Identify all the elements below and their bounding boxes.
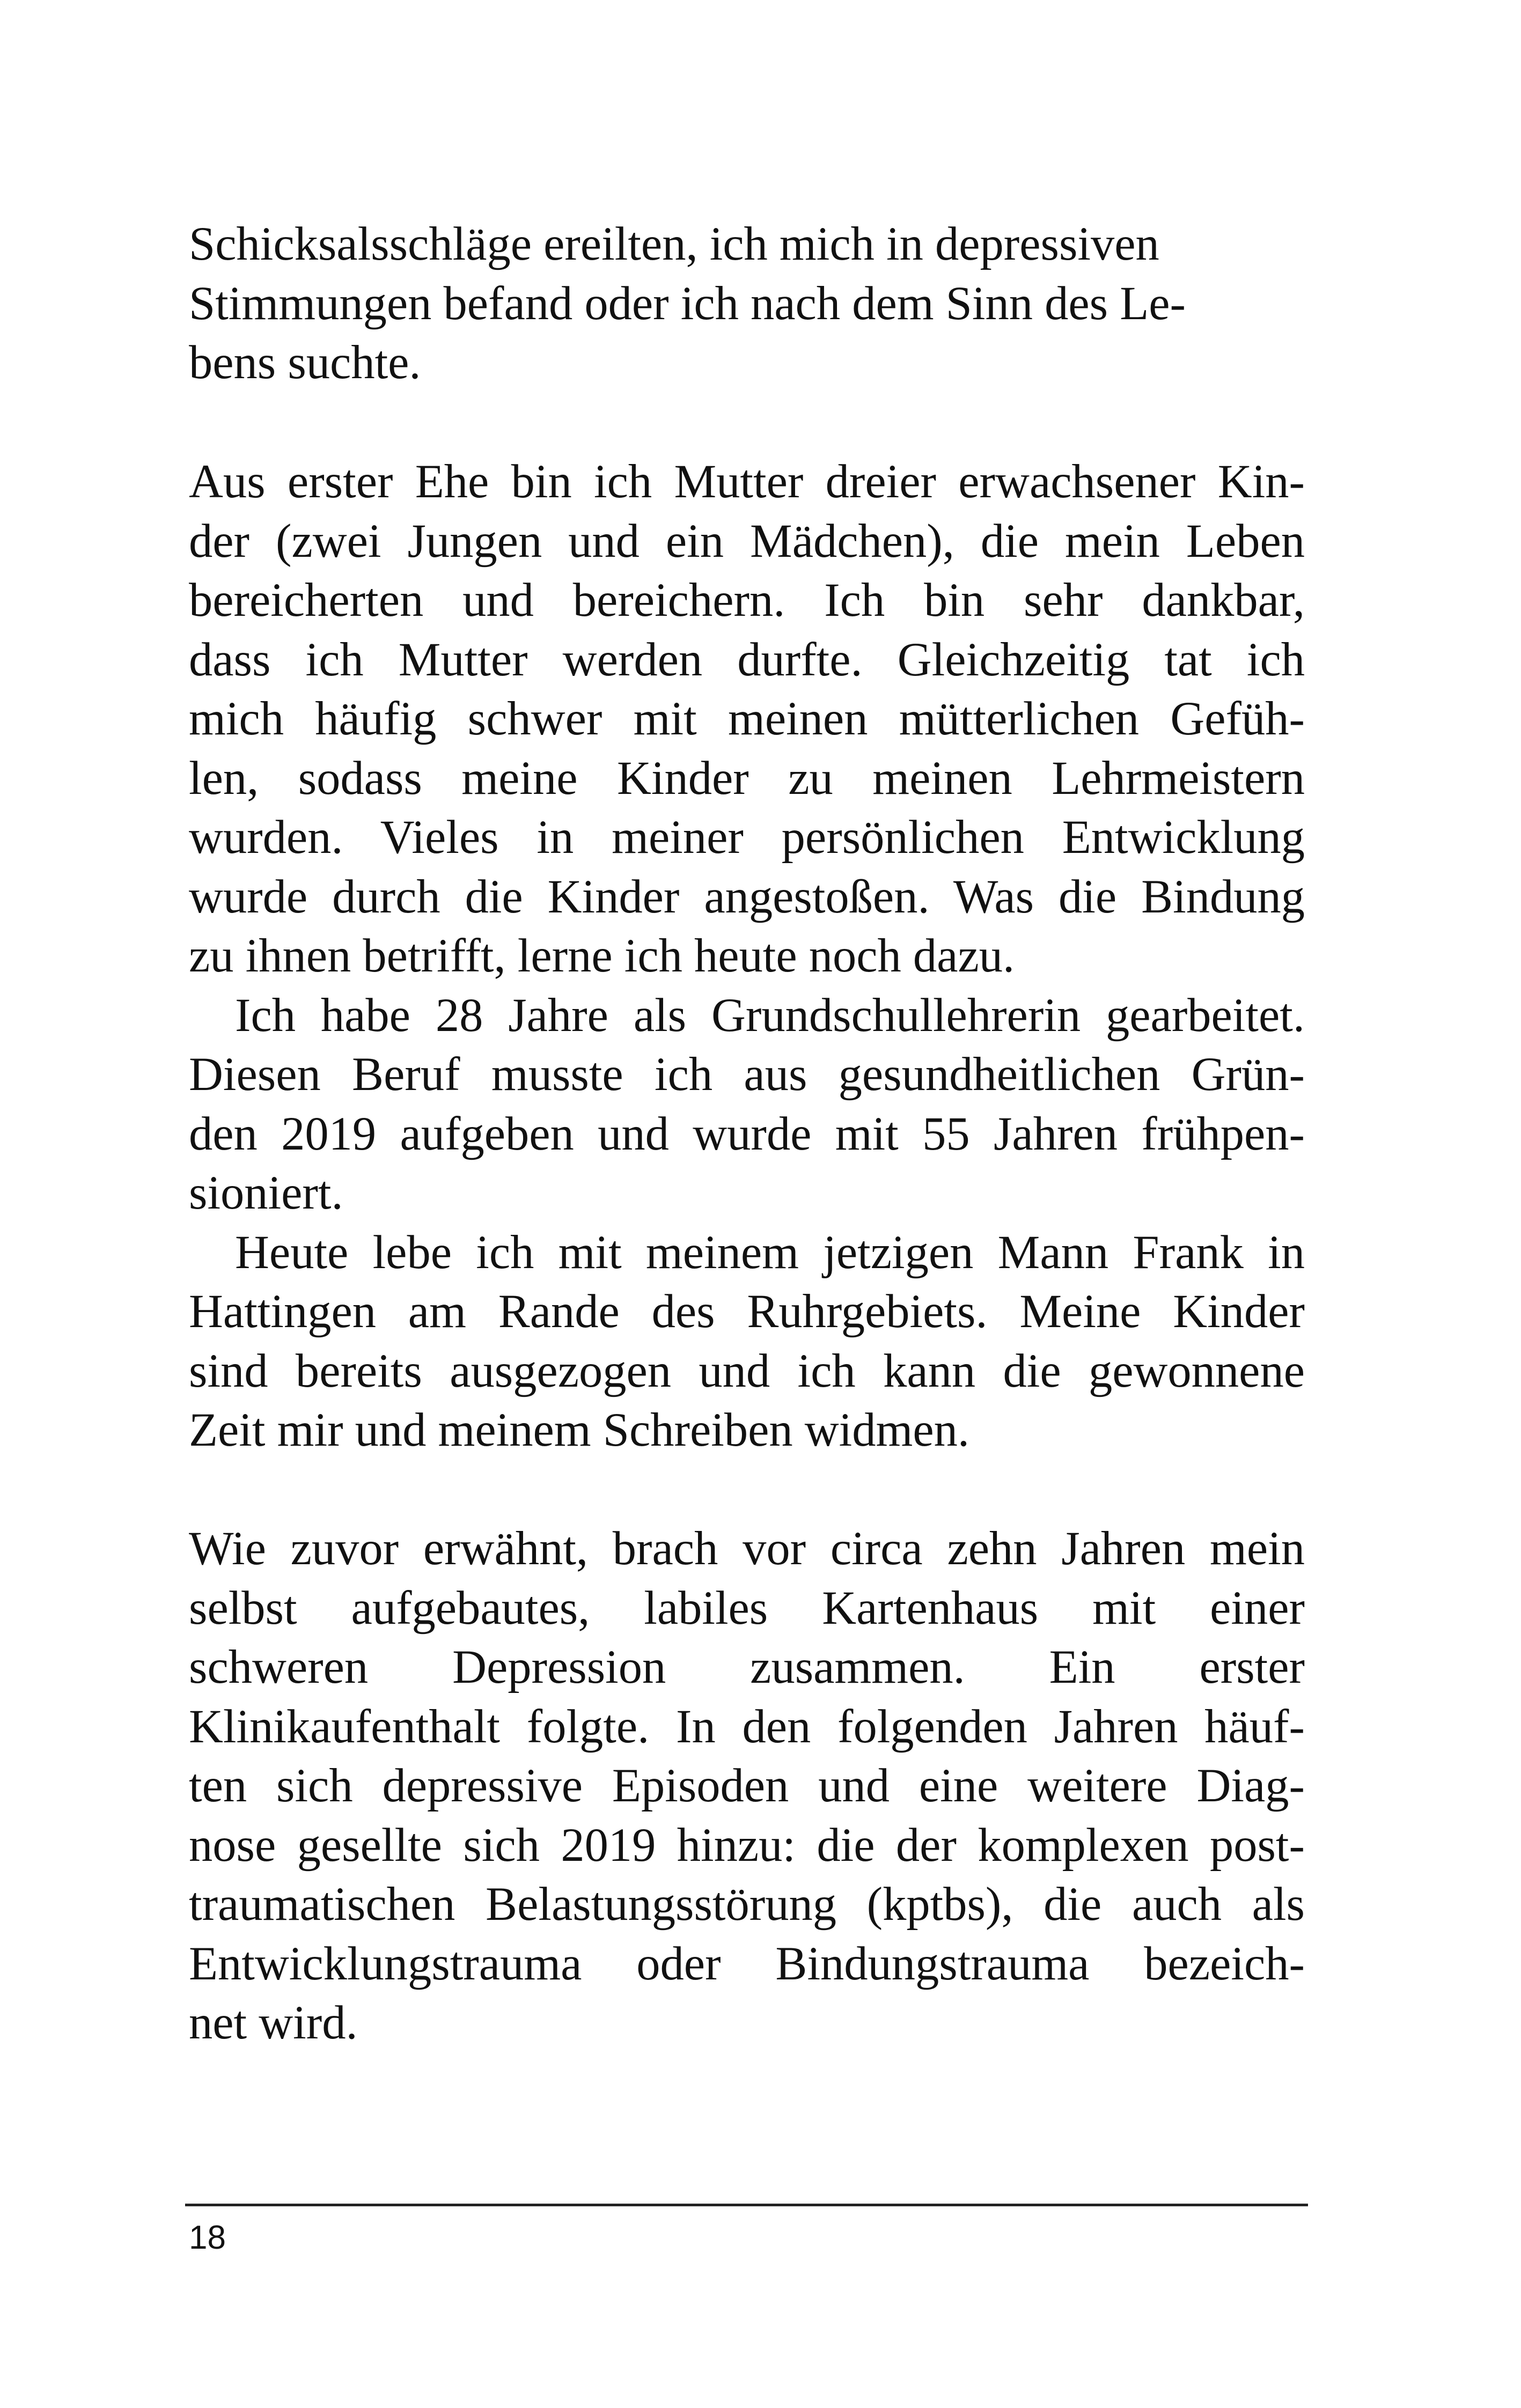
- text-line: Klinikaufenthalt folgte. In den folgenden Jahren häuf-: [189, 1700, 1305, 1753]
- text-line: traumatischen Belastungsstörung (kptbs), die auch als: [189, 1878, 1305, 1931]
- text-line: der (zwei Jungen und ein Mädchen), die mein Leben: [189, 514, 1305, 568]
- paragraph-block-3: [189, 1519, 1305, 2053]
- footer-divider: [185, 2204, 1308, 2206]
- text-line: wurde durch die Kinder angestoßen. Was die Bindung: [189, 870, 1305, 923]
- text-line: sind bereits ausgezogen und ich kann die gewonnene: [189, 1344, 1305, 1397]
- text-line: Zeit mir und meinem Schreiben widmen.: [189, 1404, 969, 1456]
- text-line: Aus erster Ehe bin ich Mutter dreier erwachsener Kin-: [189, 455, 1305, 508]
- text-line: Hattingen am Rande des Ruhrgebiets. Meine Kinder: [189, 1285, 1305, 1338]
- text-line: dass ich Mutter werden durfte. Gleichzeitig tat ich: [189, 633, 1305, 686]
- text-line: len, sodass meine Kinder zu meinen Lehrmeistern: [189, 752, 1305, 805]
- text-line: Diesen Beruf musste ich aus gesundheitlichen Grün-: [189, 1048, 1305, 1101]
- text-line: Wie zuvor erwähnt, brach vor circa zehn Jahren mein: [189, 1522, 1305, 1575]
- text-line: selbst aufgebautes, labiles Kartenhaus mit einer: [189, 1581, 1305, 1634]
- paragraph-block-2: [189, 452, 1305, 1460]
- text-line: bereicherten und bereichern. Ich bin sehr dankbar,: [189, 574, 1305, 627]
- text-line: Entwicklungstrauma oder Bindungstrauma bezeich-: [189, 1937, 1305, 1990]
- text-line: sioniert.: [189, 1167, 343, 1219]
- text-line-indented: Heute lebe ich mit meinem jetzigen Mann Frank in: [235, 1226, 1305, 1279]
- text-line: Schicksalsschläge ereilten, ich mich in depressiven: [189, 218, 1159, 270]
- text-line: mich häufig schwer mit meinen mütterlichen Gefüh-: [189, 693, 1305, 745]
- text-line: ten sich depressive Episoden und eine weitere Diag-: [189, 1759, 1305, 1812]
- text-line: wurden. Vieles in meiner persönlichen Entwicklung: [189, 811, 1305, 864]
- text-line: nose gesellte sich 2019 hinzu: die der komplexen post-: [189, 1818, 1305, 1872]
- text-line: Stimmungen befand oder ich nach dem Sinn des Le-: [189, 277, 1186, 330]
- page-number: 18: [189, 2219, 226, 2256]
- text-line: zu ihnen betrifft, lerne ich heute noch dazu.: [189, 930, 1015, 982]
- text-line: bens suchte.: [189, 336, 421, 389]
- text-line: net wird.: [189, 1997, 358, 2049]
- text-line: den 2019 aufgeben und wurde mit 55 Jahren frühpen-: [189, 1107, 1305, 1160]
- text-line-indented: Ich habe 28 Jahre als Grundschullehrerin gearbeitet.: [235, 989, 1305, 1042]
- paragraph-block-1: [189, 215, 1305, 393]
- text-line: schweren Depression zusammen. Ein erster: [189, 1641, 1305, 1693]
